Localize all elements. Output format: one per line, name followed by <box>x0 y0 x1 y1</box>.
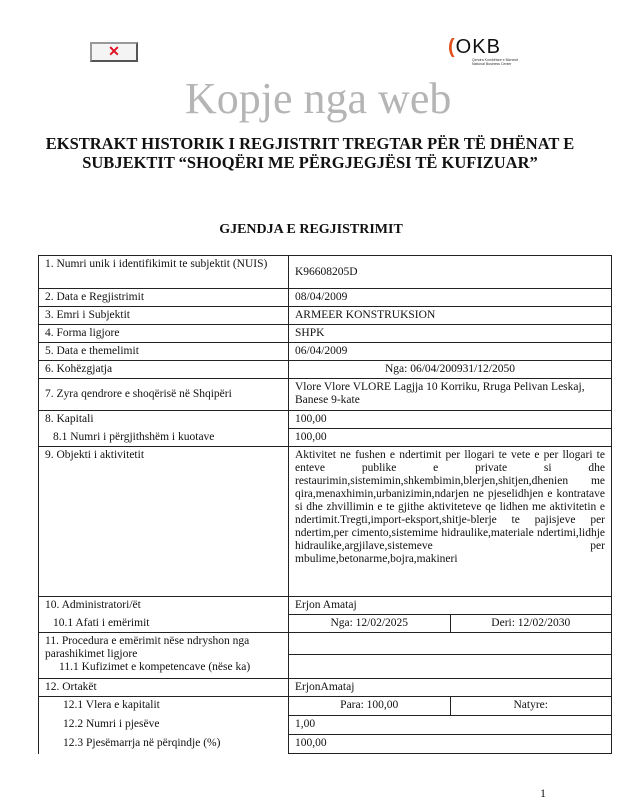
table-row: 12.3 Pjesëmarrja në përqindje (%) 100,00 <box>39 735 612 754</box>
table-row: 5. Data e themelimit 06/04/2009 <box>39 343 612 361</box>
logo-subtitle: Qendra Kombëtare e Biznesit <box>472 58 518 62</box>
table-row: 6. Kohëzgjatja Nga: 06/04/200931/12/2050 <box>39 361 612 379</box>
logo-subtitle-en: National Business Center <box>472 62 512 66</box>
logo-ring-icon: ( <box>448 36 456 58</box>
kufizimet-label: 11.1 Kufizimet e kompetencave (nëse ka) <box>59 661 251 673</box>
page-number: 1 <box>540 786 546 800</box>
watermark: Kopje nga web <box>185 74 452 123</box>
table-row: 8.1 Numri i përgjithshëm i kuotave 100,00 <box>39 429 612 447</box>
table-row: 12.1 Vlera e kapitalit Para: 100,00 Natyre: <box>39 697 612 716</box>
table-row: 10. Administratori/ët Erjon Amataj <box>39 597 612 615</box>
document-title: EKSTRAKT HISTORIK I REGJISTRIT TREGTAR PËR TË DHËNAT E SUBJEKTIT “SHOQËRI ME PËRGJEGJËSI TË KUFIZUAR” <box>45 134 575 172</box>
table-row: 12. Ortakët ErjonAmataj <box>39 679 612 697</box>
table-row: 7. Zyra qendrore e shoqërisë në Shqipëri Vlore Vlore VLORE Lagjja 10 Korriku, Rruga Pelivan Leskaj, Banese 9-kate <box>39 379 612 411</box>
table-row: 2. Data e Regjistrimit 08/04/2009 <box>39 289 612 307</box>
table-row: 12.2 Numri i pjesëve 1,00 <box>39 716 612 735</box>
logo-text: OKB <box>455 36 501 58</box>
flag-icon: ✕ <box>90 42 138 62</box>
table-row: 10.1 Afati i emërimit Nga: 12/02/2025 Deri: 12/02/2030 <box>39 615 612 633</box>
table-row <box>39 633 612 655</box>
section-title: GJENDJA E REGJISTRIMIT <box>219 222 403 237</box>
table-row: 4. Forma ligjore SHPK <box>39 325 612 343</box>
okb-logo <box>448 36 518 66</box>
table-row: 8. Kapitali 100,00 <box>39 411 612 429</box>
table-row: 9. Objekti i aktivitetit Aktivitet ne fushen e ndertimit per llogari te vete e per llogari te enteve publike e private si dhe restaurimin,sistemimin,shkembimin,blerjen,shitjen,dhenien me qira,menaxhimin,urbanizimin,ndarjen ne pjeselidhjen e kontratave si dhe zhvillimin e te gjithe aktiviteteve qe lidhen me aktivitetin e ndertimit.Tregti,import-eksport,shitje-blerje te pajisjeve per ndertim,per cimento,sistemime hidraulike,materiale ndertimi,lidhje hidraulike,argjilave,sistemeve per mbulime,betonarme,bojra,makineri <box>39 447 612 597</box>
table-row: 1. Numri unik i identifikimit te subjektit (NUIS) K96608205D <box>39 256 612 289</box>
table-row: 3. Emri i Subjektit ARMEER KONSTRUKSION <box>39 307 612 325</box>
registration-table <box>38 255 612 754</box>
procedura-label: 11. Procedura e emërimit nëse ndryshon nga parashikimet ligjore <box>45 635 250 660</box>
